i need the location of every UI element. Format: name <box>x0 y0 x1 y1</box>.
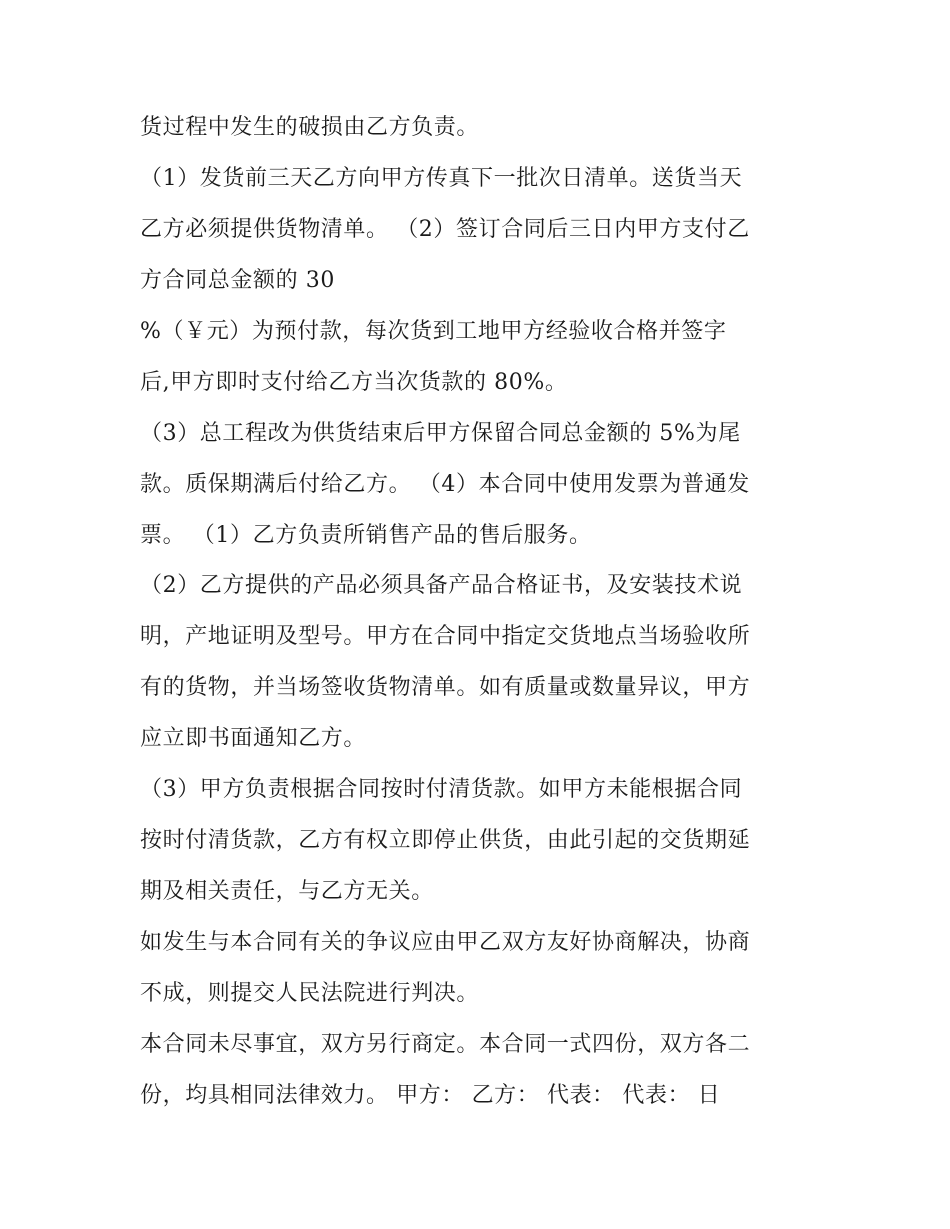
text-line: 本合同未尽事宜，双方另行商定。本合同一式四份，双方各二 <box>140 1032 751 1057</box>
text-line: （3）总工程改为供货结束后甲方保留合同总金额的 5%为尾 <box>140 421 741 446</box>
text-line: 份，均具相同法律效力。 甲方： 乙方： 代表： 代表： 日 <box>140 1083 721 1108</box>
text-line: （2）乙方提供的产品必须具备产品合格证书，及安装技术说 <box>140 573 743 598</box>
text-line: 货过程中发生的破损由乙方负责。 <box>140 115 480 140</box>
text-line: 按时付清货款，乙方有权立即停止供货，由此引起的交货期延 <box>140 828 751 853</box>
text-line: %（￥元）为预付款，每次货到工地甲方经验收合格并签字 <box>140 319 727 344</box>
text-line: 乙方必须提供货物清单。 （2）签订合同后三日内甲方支付乙 <box>140 217 750 242</box>
text-line: （1）发货前三天乙方向甲方传真下一批次日清单。送货当天 <box>140 166 743 191</box>
text-line: 方合同总金额的 30 <box>140 268 335 293</box>
text-line: 明，产地证明及型号。甲方在合同中指定交货地点当场验收所 <box>140 624 751 649</box>
text-line: 票。 （1）乙方负责所销售产品的售后服务。 <box>140 523 592 548</box>
text-line: （3）甲方负责根据合同按时付清货款。如甲方未能根据合同 <box>140 777 743 802</box>
text-line: 款。质保期满后付给乙方。 （4）本合同中使用发票为普通发 <box>140 472 750 497</box>
text-line: 期及相关责任，与乙方无关。 <box>140 879 434 904</box>
text-line: 后,甲方即时支付给乙方当次货款的 80%。 <box>140 370 568 395</box>
text-line: 如发生与本合同有关的争议应由甲乙双方友好协商解决，协商 <box>140 930 751 955</box>
text-line: 有的货物，并当场签收货物清单。如有质量或数量异议，甲方 <box>140 675 751 700</box>
text-line: 应立即书面通知乙方。 <box>140 726 367 751</box>
text-line: 不成，则提交人民法院进行判决。 <box>140 981 480 1006</box>
